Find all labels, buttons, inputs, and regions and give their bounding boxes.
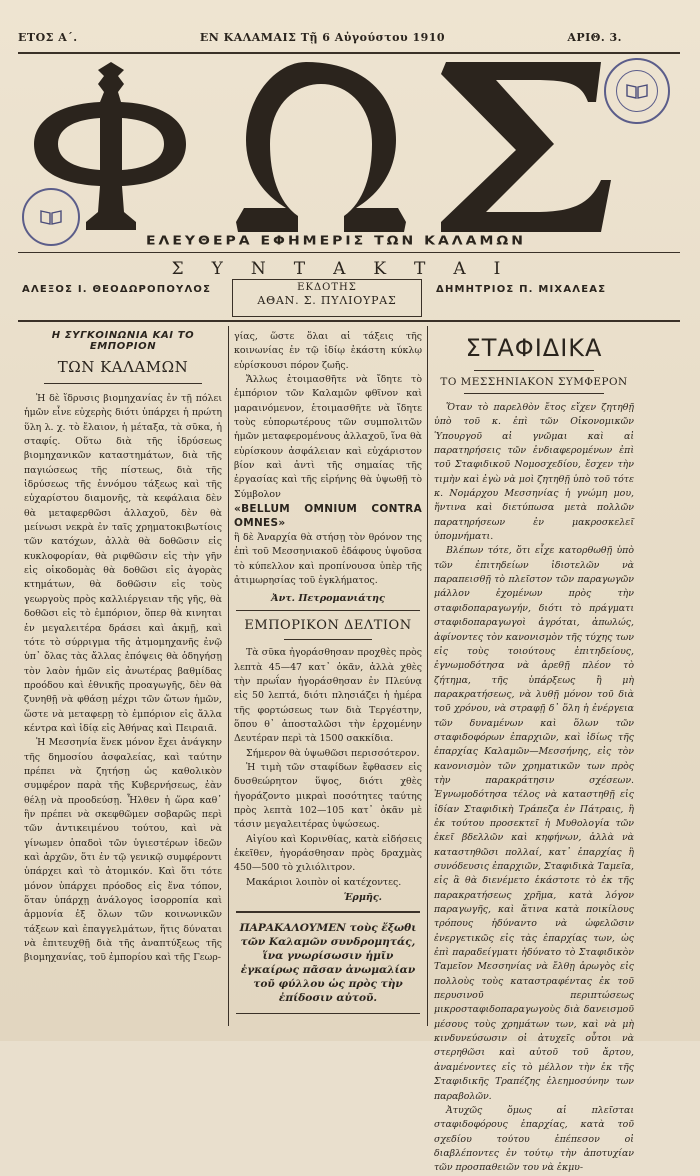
publisher-label: ΕΚΔΟΤΗΣ (297, 282, 357, 293)
top-rule (18, 52, 680, 54)
paragraph: Ἡ τιμὴ τῶν σταφίδων ἔφθασεν εἰς δυσθεώρητον ὕψος, διότι χθὲς ἠγοράζοντο μικραὶ ποσότητες ταύτης πρὸς λεπτὰ 102—105 κατ᾿ ὀκᾶν μὲ τάσιν μεγαλειτέρας ὑψώσεως. (234, 761, 422, 831)
signature: Ἑρμῆς. (343, 892, 382, 904)
sigma-letter (441, 62, 611, 232)
paragraph: Βλέπων τότε, ὅτι εἶχε κατορθωθῇ ὑπὸ τῶν ἐπιτηδείων ἰδιοτελῶν νὰ παραπεισθῇ τὸ πλεῖστον τῶν παραγωγῶν μάλλον ἐχομένων πρὸς τὴν σταφιδοπαραγωγήν, διότι τὸ πράγματι σταφιδοπαραγωγοὶ ἀγρόται, ἀπωλώς, ἀφίνοντες τὸν κανονισμὸν τῆς τύχης των εἰς τοὺς τοιούτους ἐπιτηδείους, ἐγνωμοδότησα νὰ ἀρεθῇ πλέον τὸ ζήτημα, τῆς ὑπάρξεως ἢ μὴ παρακρατήσεως, νὰ λυθῇ μόνον τοῦ διὰ τοῦ χρόνου, νὰ στραφῇ δ᾿ ὅλη ἡ ἐνέργεια τῶν δυναμένων καὶ ὅλων τῶν σταφιδοφόρων ἐπαρχιῶν, καὶ ἰδίως τῆς ἐπαρχίας Καλαμῶν—Μεσσήνης, εἰς τὸν κανονισμὸν τῶν χρηματικῶν των πρὸς τὴν παρακράτησιν σχέσεων. Ἐγνωμοδότησα τέλος νὰ καταστηθῇ εἰς ἰδίαν Σταφιδικὴ Τράπεζα ἐν Πάτραις, ἢ ἐκ τούτου προσεκτεῖ ἡ Μυθολογία τῶν ἐκεῖ βδελλῶν καὶ κηφήνων, ἀλλὰ νὰ καταστηθῶσι πολλαί, κατ᾿ ἐπαρχίας ἢ συνόδευσις ἐπαρχιῶν, Σταφιδικὰ Ταμεῖα, εἰς ἃ θὰ διενέμετο ἑκάστοτε τὸ ἐκ τῆς παρακρατήσεως χρῆμα, κατὰ λόγον παραγωγῆς, καὶ ἅτινα κατὰ ποικίλους τρόπους ἠδύναντο νὰ ὠφελῶσιν ἐνεργετικῶς εἰς τὰς ἐπαρχίας των, ὡς ἐπὶ παραδείγματι ἠδύνατο τὸ Σταφιδικὸν Ταμεῖον Μεσσηνίας νὰ ἔλθῃ ἀρωγὸς εἰς πολλοὺς τοὺς καταστραφέντας ἐκ τοῦ περυσινοῦ περιπτώσεως μικροσταφιδοπαραγωγοὺς διὰ δανεισμοῦ μέσους τοὺς χρημάτων των, καὶ νὰ μὴ κινδυνεύσωσιν οἱ ἀτυχεῖς οὗτοι νὰ στερηθῶσι καὶ αὐτοῦ τοῦ ἄρτου, ἀναμένοντες εἰς τὸ μέλλον τὴν ἐκ τῆς Σταφιδικῆς Τραπέζης ἐλεημοσύνην των παραβολῶν. (434, 545, 634, 1102)
masthead-subtitle: ΕΛΕΥΘΕΡΑ ΕΦΗΜΕΡΙΣ ΤΩΝ ΚΑΛΑΜΩΝ (145, 233, 527, 249)
masthead-logo (26, 62, 646, 234)
year-label: ΕΤΟΣ Α΄. (18, 31, 78, 44)
library-stamp-right (604, 58, 670, 124)
raisins-body (434, 401, 634, 1176)
library-stamp-left (22, 188, 80, 246)
section-rule (236, 1013, 420, 1014)
dateline: ΕΝ ΚΑΛΑΜΑΙΣ Τῇ 6 Αὐγούστου 1910 (199, 31, 446, 44)
article-continuation (234, 330, 422, 588)
editor-right: ΔΗΜΗΤΡΙΟΣ Π. ΜΙΧΑΛΕΑΣ (436, 284, 607, 295)
heading-rule (464, 393, 604, 394)
paragraph: ἢ δὲ Ἀναρχία θὰ στήσῃ τὸν θρόνον της ἐπὶ τοῦ Μεσσηνιακοῦ ἐδάφους ὑψοῦσα τὸ κύπελλον καὶ προπίνουσα ὑπὲρ τῆς ἀτιμωρησίας τοῦ ἐγκλήματος. (234, 531, 422, 586)
market-bulletin-heading: ΕΜΠΟΡΙΚΟΝ ΔΕΛΤΙΟΝ (244, 618, 412, 634)
omega-letter (236, 62, 406, 232)
heading-rule (44, 383, 202, 384)
heading-rule (284, 639, 372, 640)
article-column-2 (234, 330, 422, 1035)
column-divider-2 (427, 326, 428, 1026)
article-heading-line2: ΤΩΝ ΚΑΛΑΜΩΝ (57, 358, 189, 376)
issue-number: ΑΡΙΘ. 3. (567, 31, 622, 44)
article-column-1 (24, 330, 222, 1035)
raisins-subheading: ΤΟ ΜΕΣΣΗΝΙΑΚΟΝ ΣΥΜΦΕΡΟΝ (440, 376, 628, 388)
paragraph: Ἡ δὲ ἵδρυσις βιομηχανίας ἐν τῇ πόλει ἡμῶν εἶνε εὐχερὴς διότι ὑπάρχει ἡ πρώτη ὕλη λ. χ. τὸ ἔλαιον, ἡ μέταξα, τὰ σῦκα, ἡ σταφίς. Οὕτω διὰ τῆς ἱδρύσεως βιομηχανικῶν καταστημάτων, διὰ τῆς παγιώσεως τῆς πίστεως, διὰ τῆς ἱδρύσεως τῆς ἐννόμου τάξεως καὶ τῆς εὐχαρίστου διαμονῆς, τὰ κεφάλαια δὲν θὰ μεταφερθῶσι ἀλλαχοῦ, δὲν θὰ μείνωσι νεκρὰ ἐν ταῖς χρηματοκιβωτίοις τῶν κατόχων, ἀλλὰ θὰ δοθῶσιν εἰς κυκλοφορίαν, θὰ ριφθῶσιν εἰς τὴν γῆν εἰς οἰκοδομὰς θὰ δοθῶσι εἰς ἀγορὰς κτημάτων, θὰ δοθῶσιν εἰς τοὺς γεωργοὺς πρὸς καλλιέργειαν τῆς γῆς, θὰ δοθῶσι εἰς τὸ ἐμπόριον, ὅπερ θὰ κινηται ἐν μεγαλειτέρα δράσει καὶ ἀκμῇ, καὶ τότε τὸ σύρριγμα τῆς ἀτμομηχανῆς ἐνῷ ὑπ᾿ ὄλας τὰς ἄλλας ἐπόψεις θὰ ὁδηγήσῃ τὸν λαὸν ἡμῶν εἰς ἀνωτέρας βαθμίδας προόδου καὶ ἐθνικῆς προαγωγῆς, δὲν θὰ ζυνηθῇ νὰ φθάσῃ μέχρι τῶν ὤτων ἡμῶν, ὥστε νὰ μεταφερῃ τὸ ἐμπόριον εἰς ἄλλα κέντρα καὶ ἰδίᾳ εἰς Ἀθήνας καὶ Πειραιᾶ. (24, 393, 222, 734)
publisher-box (232, 279, 422, 317)
latin-motto: «BELLUM OMNIUM CONTRA OMNES» (234, 503, 422, 530)
paragraph: Ἡ Μεσσηνία ἕνεκ μόνον ἔχει ἀνάγκην τῆς δημοσίου ἀσφαλείας, καὶ ταύτην πρέπει νὰ ζητήσῃ ὡς καθολικὸν συμφέρον παρὰ τῆς Κυβερνήσεως, ἐὰν θέλῃ νὰ προοδεύσῃ. Ἦλθεν ἡ ὥρα καθ᾿ ἣν πρέπει νὰ σκεφθῶμεν σοβαρῶς περὶ τῶν ἀντικειμένου τούτου, καὶ νὰ γίνωμεν ὁπαδοὶ τῶν ὑγιεστέρων ἰδεῶν καὶ ἀρχῶν, ὅτι ἐν τῷ γενικῷ συμφέροντι ὑπάρχει καὶ τὸ ἀτομικόν. Καὶ ὅτι τότε μόνον ὑπάρχει πρόοδος εἰς ἕνα τόπον, ὅταν ὑπάρχῃ ἀνάλογος ἰσορροπία καὶ ἁρμονία ἐξ ὅλων τῶν κοινωνικῶν τάξεων καὶ ἐπαγγελμάτων, ἥτις δύναται νὰ ἐπιτευχθῇ διὰ τῆς ἀναπτύξεως τῆς βιομηχανίας, τοῦ ἐμπορίου καὶ τῆς Γεωρ- (24, 737, 222, 964)
paragraph: Αἰγίου καὶ Κορινθίας, κατὰ εἰδήσεις ἐκεῖθεν, ἠγοράσθησαν πρὸς δραχμὰς 450—500 τὸ χιλιόλιτρον. (234, 833, 422, 874)
book-icon (40, 209, 62, 225)
article-column-3 (434, 330, 634, 1174)
raisins-heading: ΣΤΑΦΙΔΙΚΑ (465, 334, 603, 362)
sub-rule (18, 252, 680, 253)
paragraph: Σήμερον θὰ ὑψωθῶσι περισσότερον. (246, 747, 420, 759)
section-rule (236, 911, 420, 913)
editor-left: ΑΛΕΞΟΣ Ι. ΘΕΟΔΩΡΟΠΟΥΛΟΣ (22, 284, 212, 295)
paragraph: Τὰ σῦκα ἠγοράσθησαν προχθὲς πρὸς λεπτὰ 45—47 κατ᾿ ὀκᾶν, ἀλλὰ χθὲς τὴν πρωΐαν ἠγοράσθησαν ἐν Πλεύνᾳ εἰς 50 λεπτά, διότι πλησιάζει ἡ ἡμέρα τῆς φορτώσεως των διὰ Τεργέστην, ὅπου θ᾿ ἀποσταλῶσι τὴν ἐρχομένην Δευτέραν περὶ τὰ 1500 σακκίδια. (234, 647, 422, 745)
publisher-name: ΑΘΑΝ. Σ. ΠΥΛΙΟΥΡΑΣ (257, 294, 397, 307)
article-body (24, 392, 222, 966)
editors-label: ΣΥΝΤΑΚΤΑΙ (171, 259, 529, 279)
subscriber-notice: ΠΑΡΑΚΑΛΟΥΜΕΝ τοὺς ἔξωθι τῶν Καλαμῶν συνδρομητάς, ἵνα γνωρίσωσιν ἡμῖν ἐγκαίρως πᾶσαν ἀνωμαλίαν τοῦ φύλλου ὡς πρὸς τὴν ἐπίδοσιν αὐτοῦ. (239, 922, 417, 1005)
paragraph: Μακάριοι λοιπὸν οἱ κατέχοντες. (246, 876, 402, 888)
paragraph: γίας, ὥστε ὅλαι αἱ τάξεις τῆς κοινωνίας ἐν τῷ ἰδίῳ ἑκάστη κύκλῳ εὑρίσκουσι πόρον ζωῆς. (234, 331, 422, 371)
paragraph: Ἀτυχῶς ὅμως αἱ πλεῖσται σταφιδοφόρους ἐπαρχίας, κατὰ τοῦ σχεδίου τούτου ἐπέπεσον οἱ διαβλέποντες ἐν τούτῳ τὴν ἀποτυχίαν τῶν προσπαθειῶν του νὰ ἐκμυ- (434, 1104, 634, 1174)
market-bulletin-body (234, 646, 422, 890)
heading-rule (474, 370, 594, 371)
header-bottom-rule (18, 320, 680, 322)
issue-line (18, 31, 680, 44)
column-divider-1 (228, 326, 229, 1026)
paragraph: Ἄλλως ἑτοιμασθῆτε νὰ ἴδητε τὸ ἐμπόριον τῶν Καλαμῶν φθῖνον καὶ μαραινόμενον, ἑτοιμασθῆτε νὰ ἴδητε τοὺς εὐπορωτέρους τῶν συμπολιτῶν ἡμῶν μεταφερομένους ἀλλαχοῦ, ἵνα θὰ εὑρίσκουν ἀσφάλειαν καὶ εὐχάριστον βίον καὶ ἀντὶ τῆς σημαίας τῆς ἐργασίας καὶ τῆς εἰρήνης θὰ ὑψωθῇ τὸ Σύμβολον (234, 374, 422, 500)
paragraph: Ὅταν τὸ παρελθὸν ἔτος εἴχεν ζητηθῇ ὑπὸ τοῦ κ. ἐπὶ τῶν Οἰκονομικῶν Ὑπουργοῦ αἱ γνῶμαι καὶ αἱ παρατηρήσεις τῶν ἐνδιαφερομένων ἐπὶ τοῦ Σταφιδικοῦ Νομοσχεδίου, ἔσχεν τὴν τιμὴν καὶ ἐγὼ νὰ μοὶ ζητηθῇ ὑπὸ τοῦ τότε κ. Νομάρχου Μεσσηνίας ἡ γνώμη μου, ἥντινα καὶ διετύπωσα μετὰ πολλῶν παρατηρήσεων ἐν μακροσκελεῖ ὑπομνήματι. (434, 402, 634, 543)
section-rule (236, 610, 420, 611)
book-icon (626, 83, 648, 99)
signature: Ἀντ. Πετρομανιάτης (271, 593, 385, 605)
article-heading: Η ΣΥΓΚΟΙΝΩΝΙΑ ΚΑΙ ΤΟ ΕΜΠΟΡΙΟΝ (51, 330, 195, 352)
